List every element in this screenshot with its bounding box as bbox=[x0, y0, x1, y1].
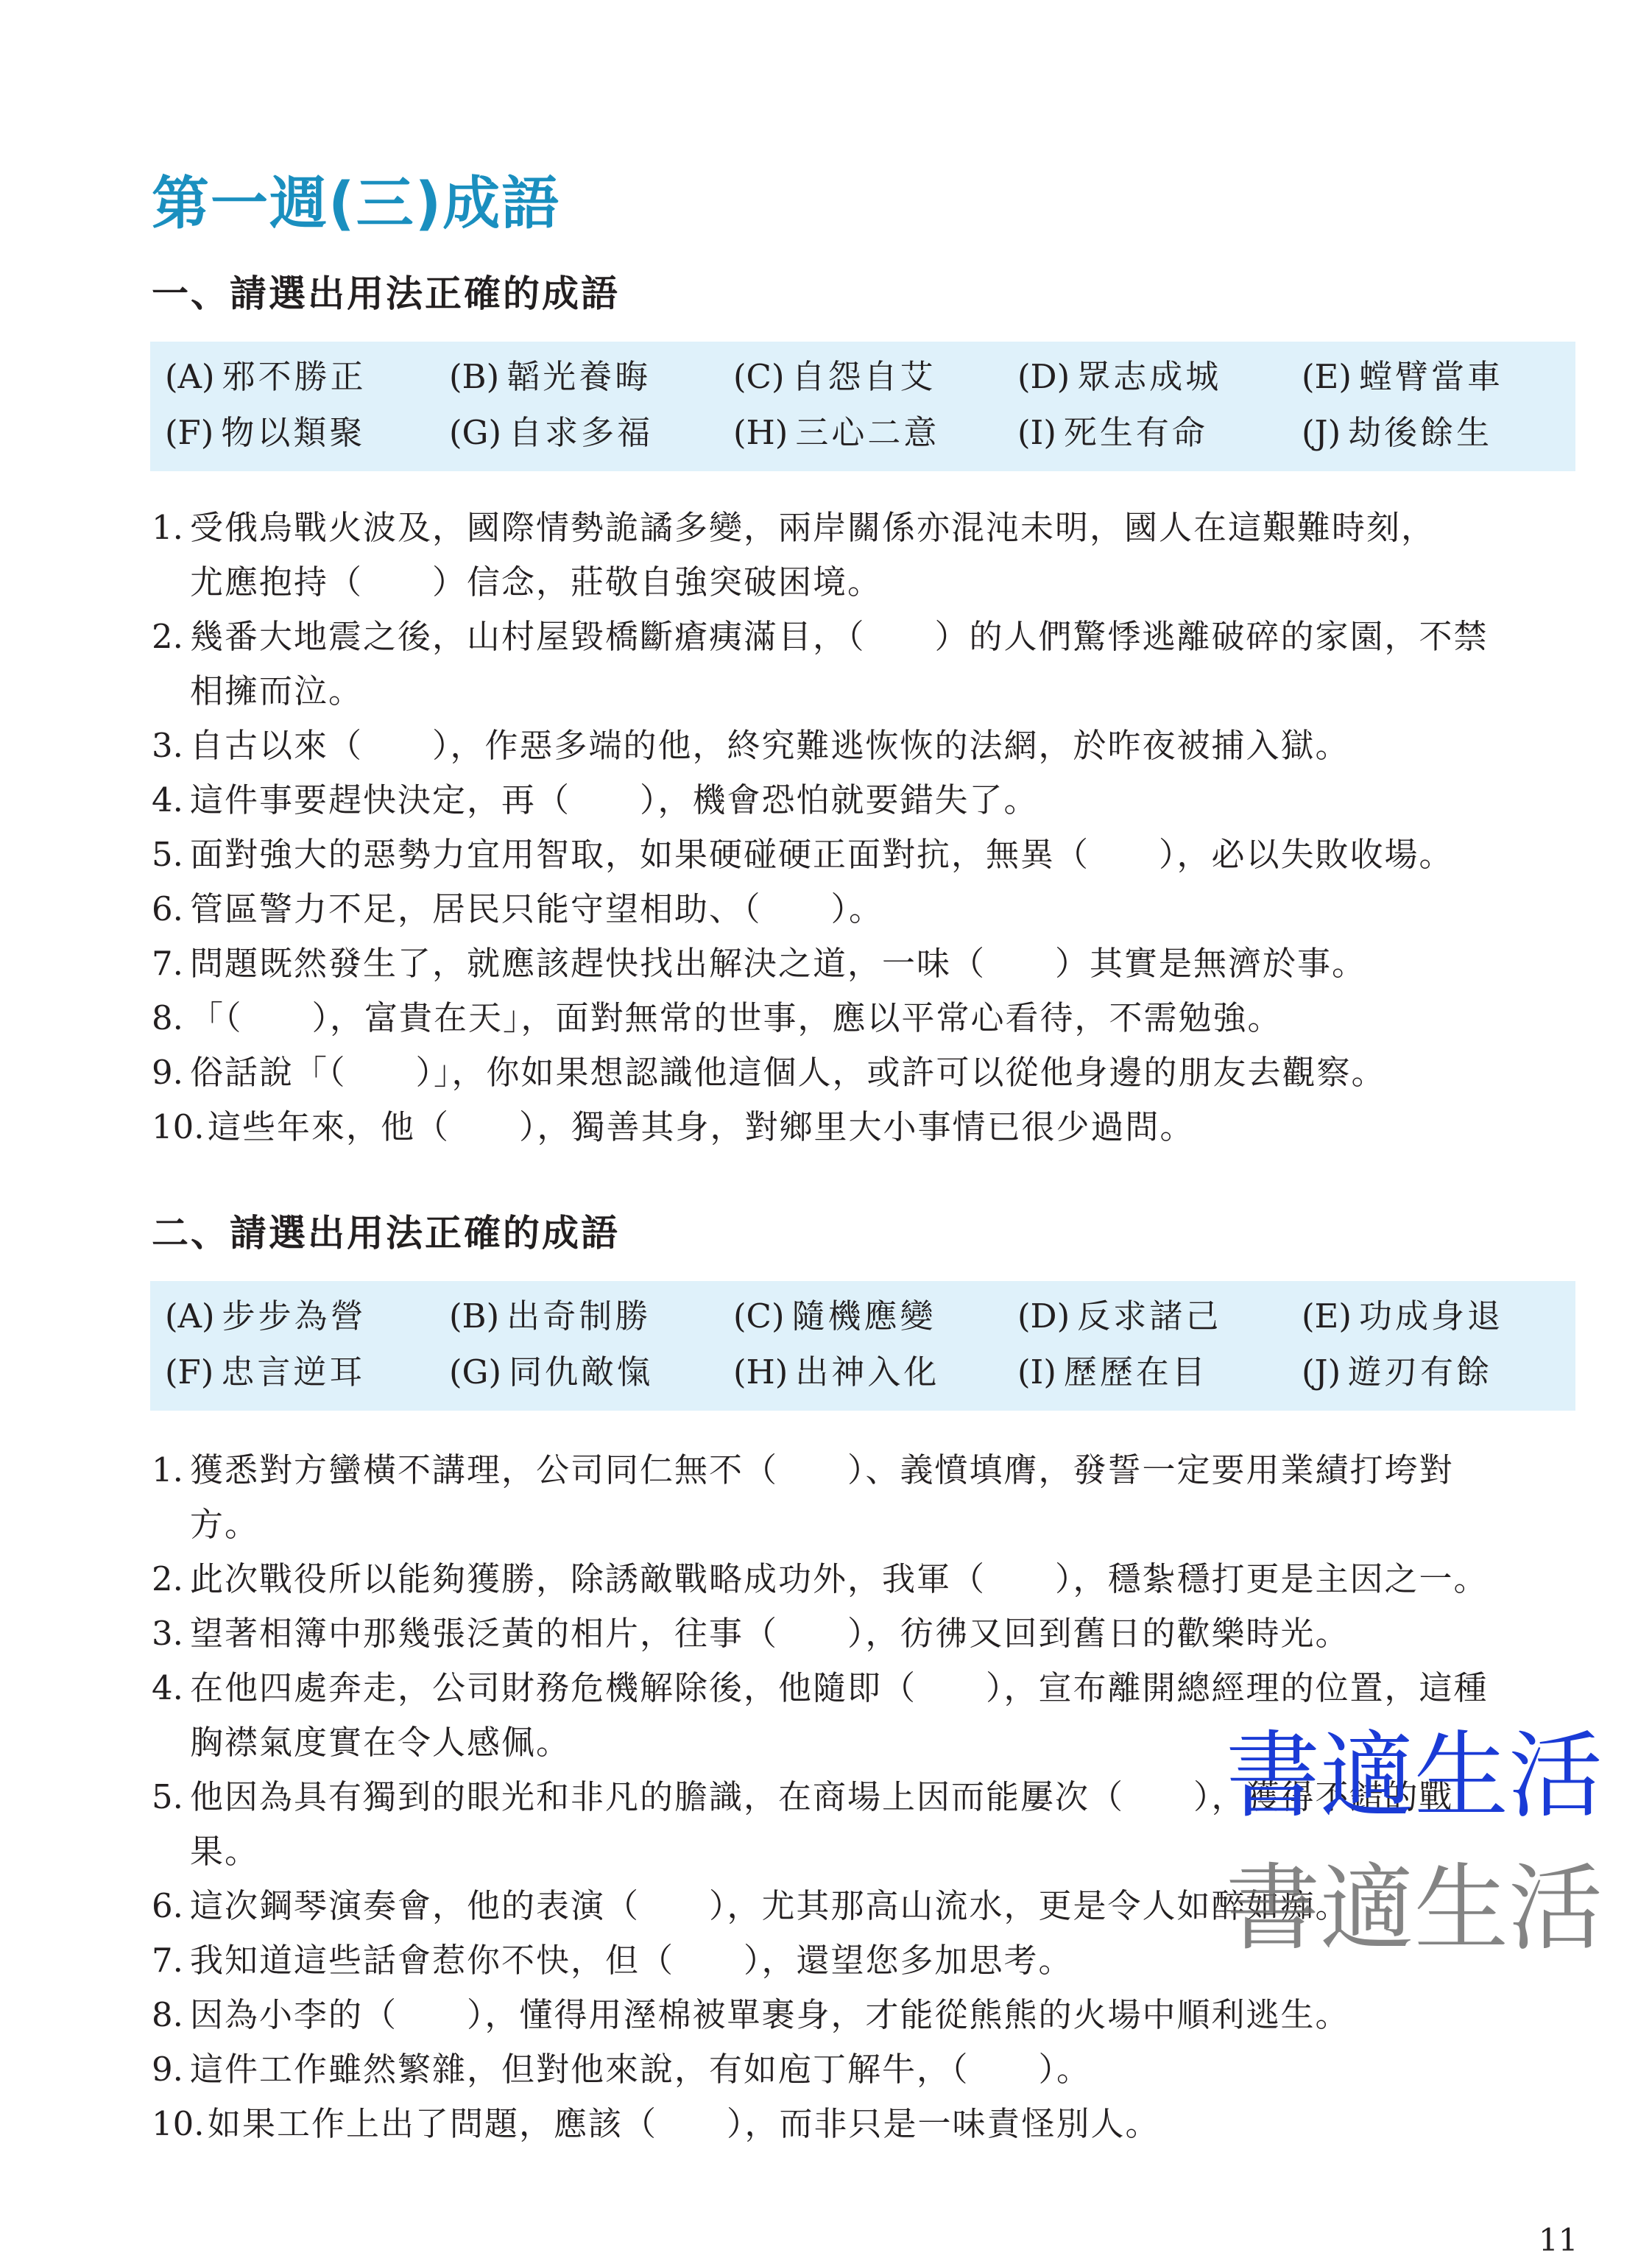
question-text-line: 問題既然發生了，就應該趕快找出解決之道，一味（ ）其實是無濟於事。 bbox=[190, 944, 1367, 983]
question-text-line: 他因為具有獨到的眼光和非凡的膽識，在商場上因而能屢次（ ），獲得不錯的戰 bbox=[190, 1777, 1454, 1816]
option-label: (I) bbox=[1017, 1352, 1056, 1391]
option-text: 出神入化 bbox=[795, 1352, 940, 1391]
question-number: 6. bbox=[152, 889, 183, 928]
option-label: (I) bbox=[1017, 413, 1056, 452]
question-number: 7. bbox=[152, 944, 183, 983]
question-text-line: 這件工作雖然繁雜，但對他來說，有如庖丁解牛，（ ）。 bbox=[190, 2050, 1092, 2089]
option-text: 韜光養晦 bbox=[506, 357, 652, 396]
option-text: 螳臂當車 bbox=[1358, 357, 1503, 396]
question-number: 6. bbox=[152, 1886, 183, 1925]
question-item bbox=[152, 1443, 1587, 1552]
question-item bbox=[152, 2042, 1587, 2097]
question-text-line: 幾番大地震之後，山村屋毀橋斷瘡痍滿目，（ ）的人們驚悸逃離破碎的家園，不禁 bbox=[190, 617, 1489, 656]
question-text-line: 相擁而泣。 bbox=[190, 671, 364, 710]
section-2-options-grid bbox=[165, 1288, 1575, 1400]
option-item bbox=[1017, 349, 1302, 405]
option-item bbox=[1302, 1288, 1586, 1344]
question-number: 9. bbox=[152, 1053, 183, 1092]
question-item bbox=[152, 773, 1587, 828]
question-item bbox=[152, 1100, 1587, 1154]
question-number: 7. bbox=[152, 1941, 183, 1980]
option-item bbox=[449, 349, 733, 405]
question-item bbox=[152, 1988, 1587, 2042]
option-label: (E) bbox=[1302, 357, 1352, 396]
question-text-line: 我知道這些話會惹你不快，但（ ），還望您多加思考。 bbox=[190, 1941, 1073, 1980]
question-text-line: 自古以來（ ），作惡多端的他，終究難逃恢恢的法網，於昨夜被捕入獄。 bbox=[190, 726, 1350, 765]
option-text: 劫後餘生 bbox=[1348, 413, 1493, 452]
question-item bbox=[152, 501, 1587, 610]
option-item bbox=[165, 349, 449, 405]
question-text-line: 這些年來，他（ ），獨善其身，對鄉里大小事情已很少過問。 bbox=[208, 1107, 1195, 1146]
option-label: (G) bbox=[449, 1352, 502, 1391]
question-number: 4. bbox=[152, 780, 183, 819]
option-label: (F) bbox=[165, 413, 214, 452]
option-label: (J) bbox=[1302, 1352, 1341, 1391]
question-text-line: 望著相簿中那幾張泛黃的相片，往事（ ），彷彿又回到舊日的歡樂時光。 bbox=[190, 1614, 1350, 1653]
question-text-line: 俗話說「（ ）」，你如果想認識他這個人，或許可以從他身邊的朋友去觀察。 bbox=[190, 1053, 1386, 1092]
option-item bbox=[165, 1288, 449, 1344]
option-text: 步步為營 bbox=[222, 1297, 367, 1336]
option-label: (J) bbox=[1302, 413, 1341, 452]
question-number: 10. bbox=[152, 2104, 205, 2143]
question-item bbox=[152, 1606, 1587, 1661]
section-2-heading: 二、請選出用法正確的成語 bbox=[152, 1212, 620, 1255]
option-text: 歷歷在目 bbox=[1063, 1352, 1208, 1391]
option-text: 死生有命 bbox=[1063, 413, 1208, 452]
question-number: 2. bbox=[152, 1559, 183, 1598]
question-number: 5. bbox=[152, 835, 183, 874]
question-text-line: 這次鋼琴演奏會，他的表演（ ），尤其那高山流水，更是令人如醉如痴。 bbox=[190, 1886, 1350, 1925]
option-item bbox=[449, 1344, 733, 1400]
option-item bbox=[1302, 1344, 1586, 1400]
question-text-line: 果。 bbox=[190, 1832, 260, 1871]
option-text: 邪不勝正 bbox=[222, 357, 367, 396]
option-label: (H) bbox=[733, 1352, 788, 1391]
watermark-blue: 書適生活 bbox=[1226, 1721, 1603, 1831]
option-item bbox=[1017, 1288, 1302, 1344]
question-item bbox=[152, 1045, 1587, 1100]
question-text-line: 面對強大的惡勢力宜用智取，如果硬碰硬正面對抗，無異（ ），必以失敗收場。 bbox=[190, 835, 1454, 874]
option-text: 自怨自艾 bbox=[791, 357, 936, 396]
question-text-line: 如果工作上出了問題，應該（ ），而非只是一味責怪別人。 bbox=[208, 2104, 1160, 2143]
section-1-heading: 一、請選出用法正確的成語 bbox=[152, 272, 620, 315]
option-text: 同仇敵愾 bbox=[509, 1352, 654, 1391]
option-text: 物以類聚 bbox=[221, 413, 366, 452]
question-text-line: 此次戰役所以能夠獲勝，除誘敵戰略成功外，我軍（ ），穩紮穩打更是主因之一。 bbox=[190, 1559, 1489, 1598]
question-number: 1. bbox=[152, 1450, 183, 1489]
question-number: 3. bbox=[152, 1614, 183, 1653]
question-number: 8. bbox=[152, 1995, 183, 2034]
option-text: 反求諸己 bbox=[1077, 1297, 1222, 1336]
question-item bbox=[152, 882, 1587, 937]
section-2-options-box bbox=[150, 1281, 1575, 1411]
option-label: (C) bbox=[733, 357, 785, 396]
option-text: 功成身退 bbox=[1358, 1297, 1503, 1336]
option-label: (C) bbox=[733, 1297, 785, 1336]
question-text-line: 這件事要趕快決定，再（ ），機會恐怕就要錯失了。 bbox=[190, 780, 1039, 819]
question-text-line: 受俄烏戰火波及，國際情勢詭譎多變，兩岸關係亦混沌未明，國人在這艱難時刻， bbox=[190, 508, 1436, 547]
question-number: 8. bbox=[152, 998, 183, 1037]
question-text-line: 方。 bbox=[190, 1505, 260, 1544]
question-number: 9. bbox=[152, 2050, 183, 2089]
question-item bbox=[152, 991, 1587, 1045]
option-item bbox=[1302, 405, 1586, 461]
watermark-gray: 書適生活 bbox=[1226, 1854, 1603, 1964]
option-item bbox=[449, 1288, 733, 1344]
option-item bbox=[1302, 349, 1586, 405]
question-item bbox=[152, 610, 1587, 719]
option-label: (D) bbox=[1017, 357, 1070, 396]
option-text: 忠言逆耳 bbox=[221, 1352, 366, 1391]
option-label: (D) bbox=[1017, 1297, 1070, 1336]
question-number: 4. bbox=[152, 1668, 183, 1707]
option-text: 自求多福 bbox=[509, 413, 654, 452]
option-item bbox=[733, 349, 1017, 405]
page-number: 11 bbox=[1539, 2222, 1578, 2258]
option-item bbox=[733, 405, 1017, 461]
question-text-line: 胸襟氣度實在令人感佩。 bbox=[190, 1723, 571, 1762]
option-item bbox=[449, 405, 733, 461]
option-text: 三心二意 bbox=[795, 413, 940, 452]
question-item bbox=[152, 2097, 1587, 2151]
option-label: (G) bbox=[449, 413, 502, 452]
option-label: (B) bbox=[449, 1297, 500, 1336]
option-item bbox=[1017, 405, 1302, 461]
question-text-line: 因為小李的（ ），懂得用溼棉被單裹身，才能從熊熊的火場中順利逃生。 bbox=[190, 1995, 1350, 2034]
page-title: 第一週(三)成語 bbox=[152, 171, 561, 237]
question-number: 5. bbox=[152, 1777, 183, 1816]
question-item bbox=[152, 719, 1587, 773]
option-text: 遊刃有餘 bbox=[1348, 1352, 1493, 1391]
question-item bbox=[152, 1552, 1587, 1606]
question-number: 10. bbox=[152, 1107, 205, 1146]
section-1-question-list bbox=[152, 501, 1587, 1154]
option-text: 隨機應變 bbox=[791, 1297, 936, 1336]
option-text: 眾志成城 bbox=[1077, 357, 1222, 396]
option-item bbox=[165, 405, 449, 461]
option-item bbox=[1017, 1344, 1302, 1400]
section-1-options-box bbox=[150, 342, 1575, 471]
question-item bbox=[152, 937, 1587, 991]
question-text-line: 管區警力不足，居民只能守望相助、（ ）。 bbox=[190, 889, 884, 928]
option-item bbox=[165, 1344, 449, 1400]
question-text-line: 「（ ），富貴在天」，面對無常的世事，應以平常心看待，不需勉強。 bbox=[190, 998, 1282, 1037]
question-text-line: 尤應抱持（ ）信念，莊敬自強突破困境。 bbox=[190, 562, 883, 602]
option-text: 出奇制勝 bbox=[506, 1297, 652, 1336]
question-item bbox=[152, 828, 1587, 882]
question-text-line: 獲悉對方蠻橫不講理，公司同仁無不（ ）、義憤填膺，發誓一定要用業績打垮對 bbox=[190, 1450, 1454, 1489]
question-text-line: 在他四處奔走，公司財務危機解除後，他隨即（ ），宣布離開總經理的位置，這種 bbox=[190, 1668, 1489, 1707]
question-number: 3. bbox=[152, 726, 183, 765]
option-label: (E) bbox=[1302, 1297, 1352, 1336]
option-item bbox=[733, 1288, 1017, 1344]
option-label: (A) bbox=[165, 357, 215, 396]
option-label: (H) bbox=[733, 413, 788, 452]
option-label: (B) bbox=[449, 357, 500, 396]
option-item bbox=[733, 1344, 1017, 1400]
question-number: 2. bbox=[152, 617, 183, 656]
question-number: 1. bbox=[152, 508, 183, 547]
section-1-options-grid bbox=[165, 349, 1575, 461]
option-label: (F) bbox=[165, 1352, 214, 1391]
option-label: (A) bbox=[165, 1297, 215, 1336]
